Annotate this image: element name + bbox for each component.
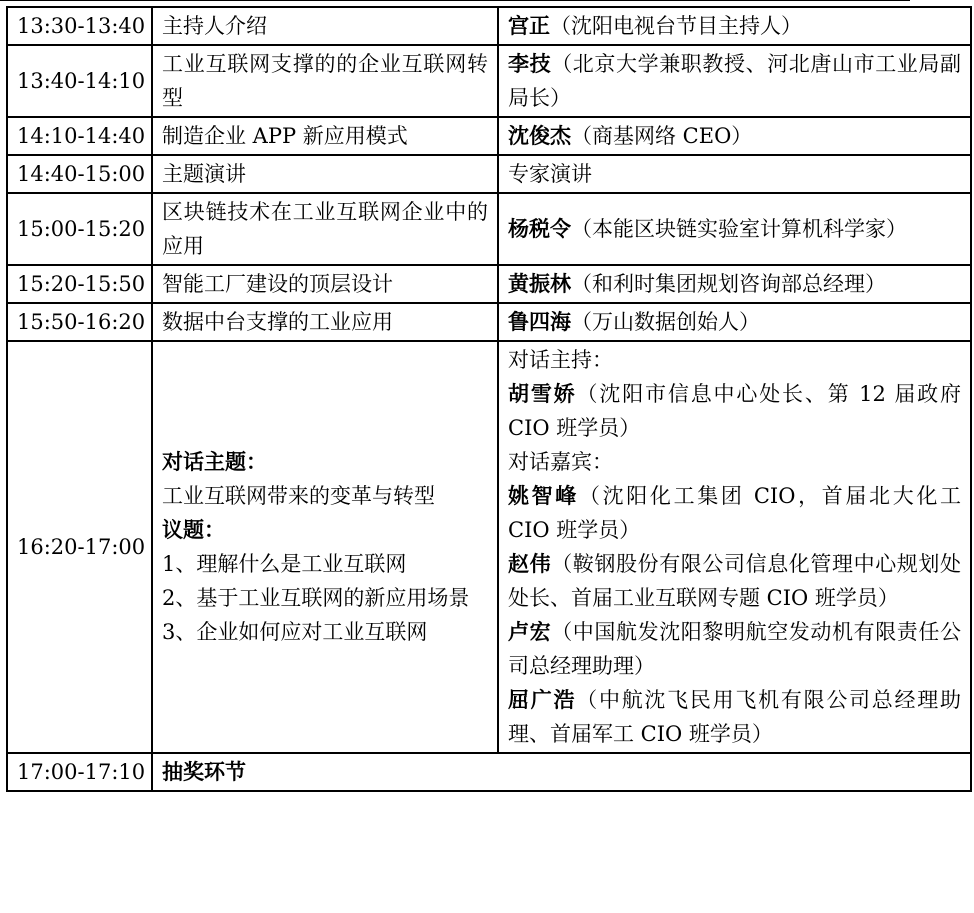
speaker-name: 卢宏 [508,619,552,644]
speaker-note: （沈阳化工集团 CIO，首届北大化工 CIO 班学员） [508,484,962,542]
table-row [7,117,971,155]
host-label: 对话主持： [508,348,613,372]
agenda-table [6,6,972,792]
guests-label: 对话嘉宾： [508,450,613,474]
speaker-note: 专家演讲 [508,162,592,186]
speaker-note: （本能区块链实验室计算机科学家） [571,217,907,241]
guest-entry [508,615,961,683]
speaker-cell [498,193,971,265]
time-cell: 15:50-16:20 [7,303,152,341]
topic-cell: 主题演讲 [152,155,498,193]
topic-cell: 数据中台支撑的工业应用 [152,303,498,341]
speaker-name: 赵伟 [508,551,552,576]
time-cell: 17:00-17:10 [7,753,152,791]
time-cell: 14:10-14:40 [7,117,152,155]
issue-item: 2、基于工业互联网的新应用场景 [162,586,470,610]
speaker-note: （和利时集团规划咨询部总经理） [571,272,886,296]
speaker-name: 鲁四海 [508,309,571,334]
time-cell: 14:40-15:00 [7,155,152,193]
dialogue-topic-cell [152,341,498,753]
speaker-name: 宫正 [508,13,550,38]
speaker-name: 李技 [508,51,552,76]
dialogue-speakers-cell [498,341,971,753]
guest-entry [508,683,961,751]
speaker-name: 屈广浩 [508,687,577,712]
table-row [7,155,971,193]
table-row [7,45,971,117]
time-cell: 16:20-17:00 [7,341,152,753]
table-row [7,753,971,791]
speaker-note: （中国航发沈阳黎明航空发动机有限责任公司总经理助理） [508,620,962,678]
topic-cell: 工业互联网支撑的的企业互联网转型 [152,45,498,117]
speaker-cell [498,155,971,193]
speaker-note: （中航沈飞民用飞机有限公司总经理助理、首届军工 CIO 班学员） [508,688,962,746]
speaker-name: 杨税令 [508,216,571,241]
topic-cell: 智能工厂建设的顶层设计 [152,265,498,303]
issue-item: 1、理解什么是工业互联网 [162,552,407,576]
speaker-cell [498,265,971,303]
speaker-cell [498,7,971,45]
speaker-name: 姚智峰 [508,483,579,508]
table-row [7,193,971,265]
speaker-note: （沈阳市信息中心处长、第 12 届政府 CIO 班学员） [508,382,961,440]
issues-label: 议题： [162,517,225,542]
time-cell: 13:40-14:10 [7,45,152,117]
time-cell: 13:30-13:40 [7,7,152,45]
speaker-note: （鞍钢股份有限公司信息化管理中心规划处处长、首届工业互联网专题 CIO 班学员） [508,552,962,610]
speaker-note: （万山数据创始人） [571,310,760,334]
dialogue-row [7,341,971,753]
speaker-cell [498,303,971,341]
lottery-label: 抽奖环节 [162,759,246,784]
table-row [7,265,971,303]
guest-entry [508,479,961,547]
time-cell: 15:00-15:20 [7,193,152,265]
speaker-name: 沈俊杰 [508,123,571,148]
table-row [7,7,971,45]
topic-cell: 制造企业 APP 新应用模式 [152,117,498,155]
lottery-cell [152,753,971,791]
time-cell: 15:20-15:50 [7,265,152,303]
speaker-cell [498,117,971,155]
speaker-name: 胡雪娇 [508,381,577,406]
table-row [7,303,971,341]
theme-text: 工业互联网带来的变革与转型 [162,484,435,508]
speaker-note: （商基网络 CEO） [571,124,753,148]
theme-label: 对话主题： [162,449,267,474]
speaker-cell [498,45,971,117]
host-entry [508,377,961,445]
guest-entry [508,547,961,615]
topic-cell: 区块链技术在工业互联网企业中的应用 [152,193,498,265]
issue-item: 3、企业如何应对工业互联网 [162,620,428,644]
speaker-name: 黄振林 [508,271,571,296]
speaker-note: （北京大学兼职教授、河北唐山市工业局副局长） [508,52,962,110]
topic-cell: 主持人介绍 [152,7,498,45]
top-rule [0,0,910,1]
speaker-note: （沈阳电视台节目主持人） [550,14,802,38]
